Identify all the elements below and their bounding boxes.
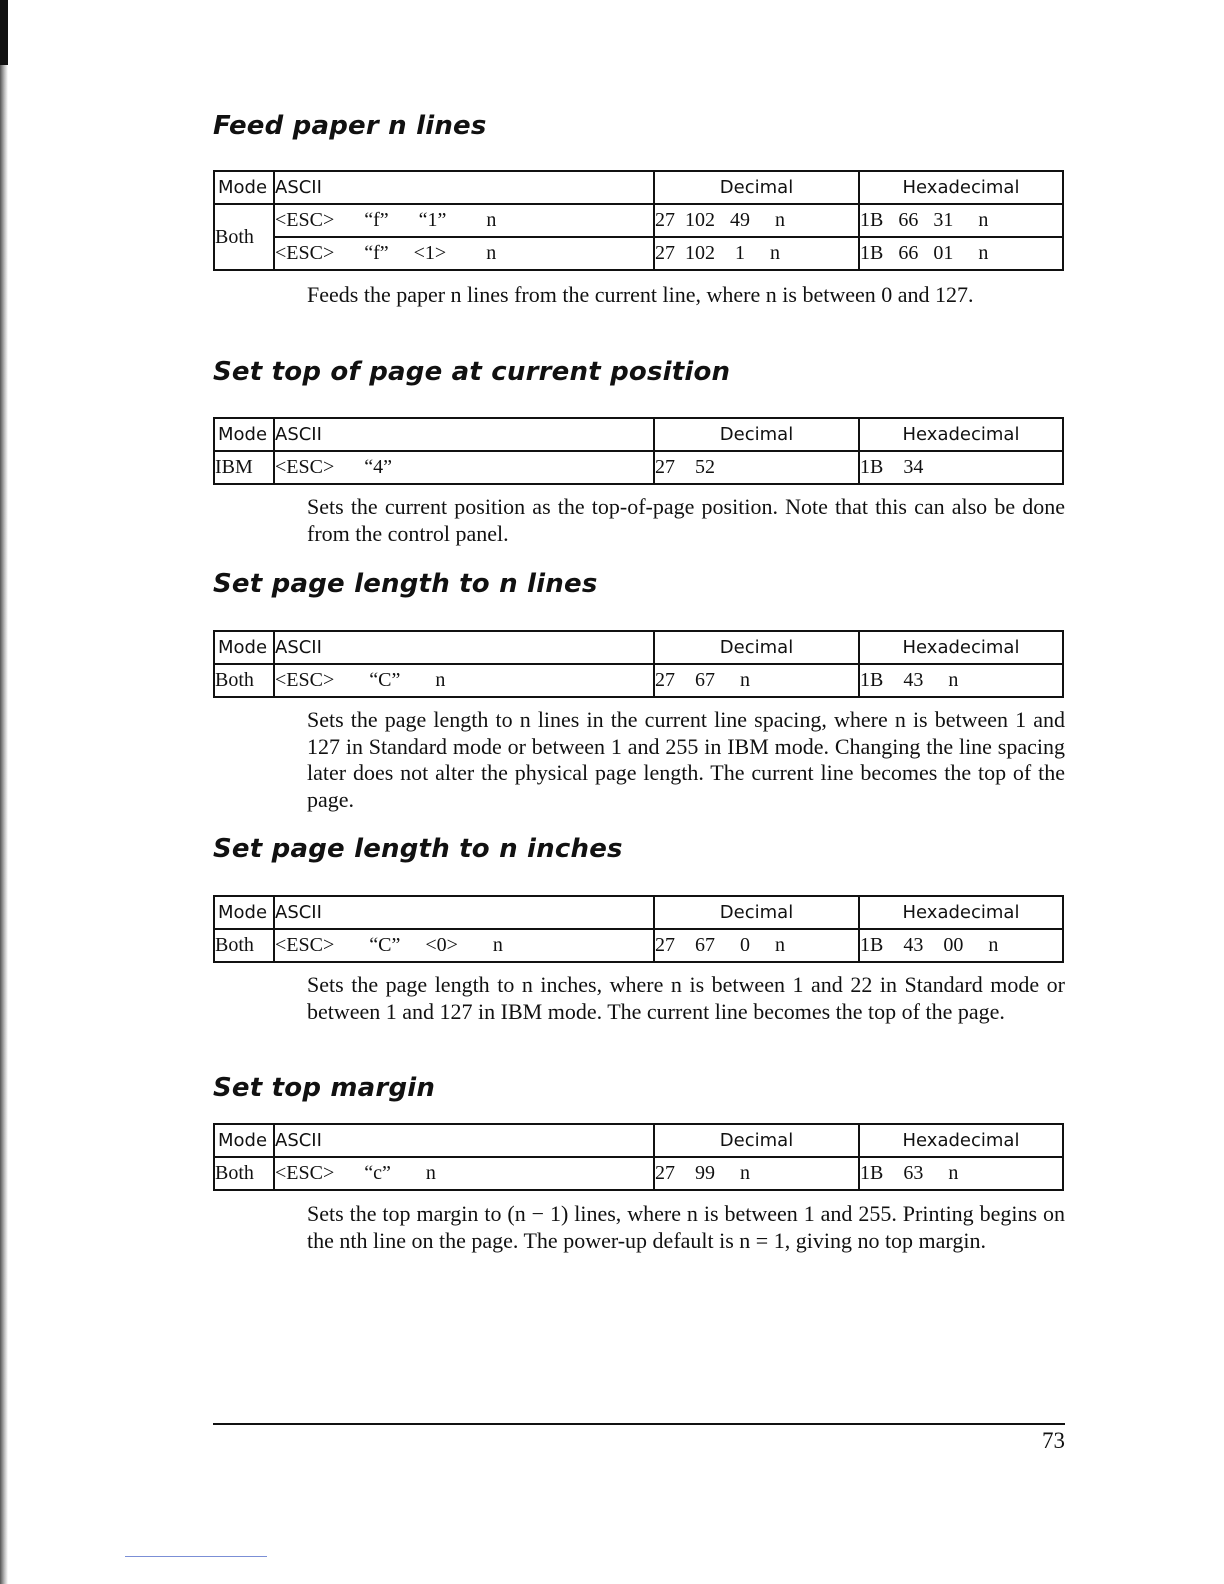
command-table	[213, 170, 1064, 271]
mode-header: Mode	[214, 896, 274, 929]
section-title: Set page length to n inches	[213, 834, 623, 864]
hex-value: 1B 43 00 n	[860, 934, 999, 956]
mode-header: Mode	[214, 418, 274, 451]
hex-header: Hexadecimal	[859, 896, 1063, 929]
hex-value: 1B 66 31 n	[860, 209, 989, 231]
ascii-cell	[274, 451, 654, 484]
mode-cell: Both	[214, 204, 274, 270]
ascii-header: ASCII	[274, 631, 654, 664]
section-description: Feeds the paper n lines from the current line, where n is between 0 and 127.	[307, 282, 974, 307]
table-row	[214, 451, 1063, 484]
decimal-header: Decimal	[654, 171, 859, 204]
hex-cell	[859, 237, 1063, 270]
section-title: Feed paper n lines	[213, 111, 487, 141]
hex-cell	[859, 929, 1063, 962]
hex-value: 1B 34	[860, 456, 924, 478]
ascii-cell	[274, 204, 654, 237]
decimal-cell	[654, 1157, 859, 1190]
mode-cell: IBM	[214, 451, 274, 484]
decimal-cell	[654, 204, 859, 237]
bottom-divider	[125, 1556, 267, 1557]
ascii-value: <ESC> “c” n	[275, 1162, 436, 1184]
decimal-header: Decimal	[654, 631, 859, 664]
hex-header: Hexadecimal	[859, 171, 1063, 204]
page-number: 73	[1042, 1428, 1065, 1453]
section-set-top-of-page	[213, 356, 1065, 546]
table-header-row	[214, 418, 1063, 451]
table-row	[214, 664, 1063, 697]
table-row	[214, 237, 1063, 270]
ascii-header: ASCII	[274, 171, 654, 204]
decimal-cell	[654, 451, 859, 484]
ascii-value: <ESC> “C” n	[275, 669, 446, 691]
hex-value: 1B 43 n	[860, 669, 959, 691]
table-header-row	[214, 631, 1063, 664]
decimal-value: 27 102 49 n	[655, 209, 785, 231]
decimal-value: 27 67 0 n	[655, 934, 785, 956]
ascii-header: ASCII	[274, 1124, 654, 1157]
section-top-margin	[213, 1072, 1065, 1253]
decimal-cell	[654, 237, 859, 270]
section-title: Set top margin	[213, 1073, 436, 1103]
mode-cell: Both	[214, 929, 274, 962]
section-description: Sets the page length to n inches, where n is between 1 and 22 in Standard mode or between 1 and 127 in IBM mode. The current line becomes the top of the page.	[307, 972, 1065, 1024]
ascii-cell	[274, 237, 654, 270]
decimal-value: 27 52	[655, 456, 715, 478]
mode-header: Mode	[214, 631, 274, 664]
ascii-cell	[274, 664, 654, 697]
mode-header: Mode	[214, 171, 274, 204]
decimal-value: 27 67 n	[655, 669, 750, 691]
command-table	[213, 895, 1064, 963]
mode-cell: Both	[214, 664, 274, 697]
table-row	[214, 929, 1063, 962]
section-title: Set page length to n lines	[213, 569, 598, 599]
hex-cell	[859, 1157, 1063, 1190]
table-header-row	[214, 896, 1063, 929]
table-header-row	[214, 171, 1063, 204]
ascii-value: <ESC> “4”	[275, 456, 392, 478]
decimal-header: Decimal	[654, 418, 859, 451]
command-table	[213, 417, 1064, 485]
section-title: Set top of page at current position	[213, 357, 731, 387]
ascii-header: ASCII	[274, 896, 654, 929]
table-row	[214, 1157, 1063, 1190]
mode-header: Mode	[214, 1124, 274, 1157]
table-header-row	[214, 1124, 1063, 1157]
ascii-header: ASCII	[274, 418, 654, 451]
decimal-cell	[654, 664, 859, 697]
section-description: Sets the top margin to (n − 1) lines, where n is between 1 and 255. Printing begins on the nth line on the page. The power-up default is n = 1, giving no top margin.	[307, 1201, 1065, 1253]
decimal-value: 27 99 n	[655, 1162, 750, 1184]
hex-header: Hexadecimal	[859, 418, 1063, 451]
ascii-cell	[274, 929, 654, 962]
decimal-header: Decimal	[654, 1124, 859, 1157]
command-table	[213, 630, 1064, 698]
hex-header: Hexadecimal	[859, 631, 1063, 664]
section-feed-paper	[213, 110, 1065, 307]
hex-header: Hexadecimal	[859, 1124, 1063, 1157]
hex-cell	[859, 204, 1063, 237]
section-description: Sets the current position as the top-of-page position. Note that this can also be done from the control panel.	[307, 494, 1065, 546]
decimal-cell	[654, 929, 859, 962]
ascii-value: <ESC> “C” <0> n	[275, 934, 503, 956]
ascii-cell	[274, 1157, 654, 1190]
ascii-value: <ESC> “f” <1> n	[275, 242, 497, 264]
section-description: Sets the page length to n lines in the current line spacing, where n is between 1 and 127 in Standard mode or between 1 and 255 in IBM mode. Changing the line spacing later does not alter the physical page length. The current line becomes the top of the page.	[307, 707, 1065, 812]
table-row	[214, 204, 1063, 237]
section-page-length-inches	[213, 833, 1065, 1024]
mode-cell: Both	[214, 1157, 274, 1190]
hex-cell	[859, 451, 1063, 484]
hex-cell	[859, 664, 1063, 697]
footer-rule	[213, 1423, 1065, 1425]
decimal-value: 27 102 1 n	[655, 242, 780, 264]
hex-value: 1B 66 01 n	[860, 242, 989, 264]
command-table	[213, 1123, 1064, 1191]
section-page-length-lines	[213, 568, 1065, 812]
hex-value: 1B 63 n	[860, 1162, 959, 1184]
ascii-value: <ESC> “f” “1” n	[275, 209, 497, 231]
decimal-header: Decimal	[654, 896, 859, 929]
